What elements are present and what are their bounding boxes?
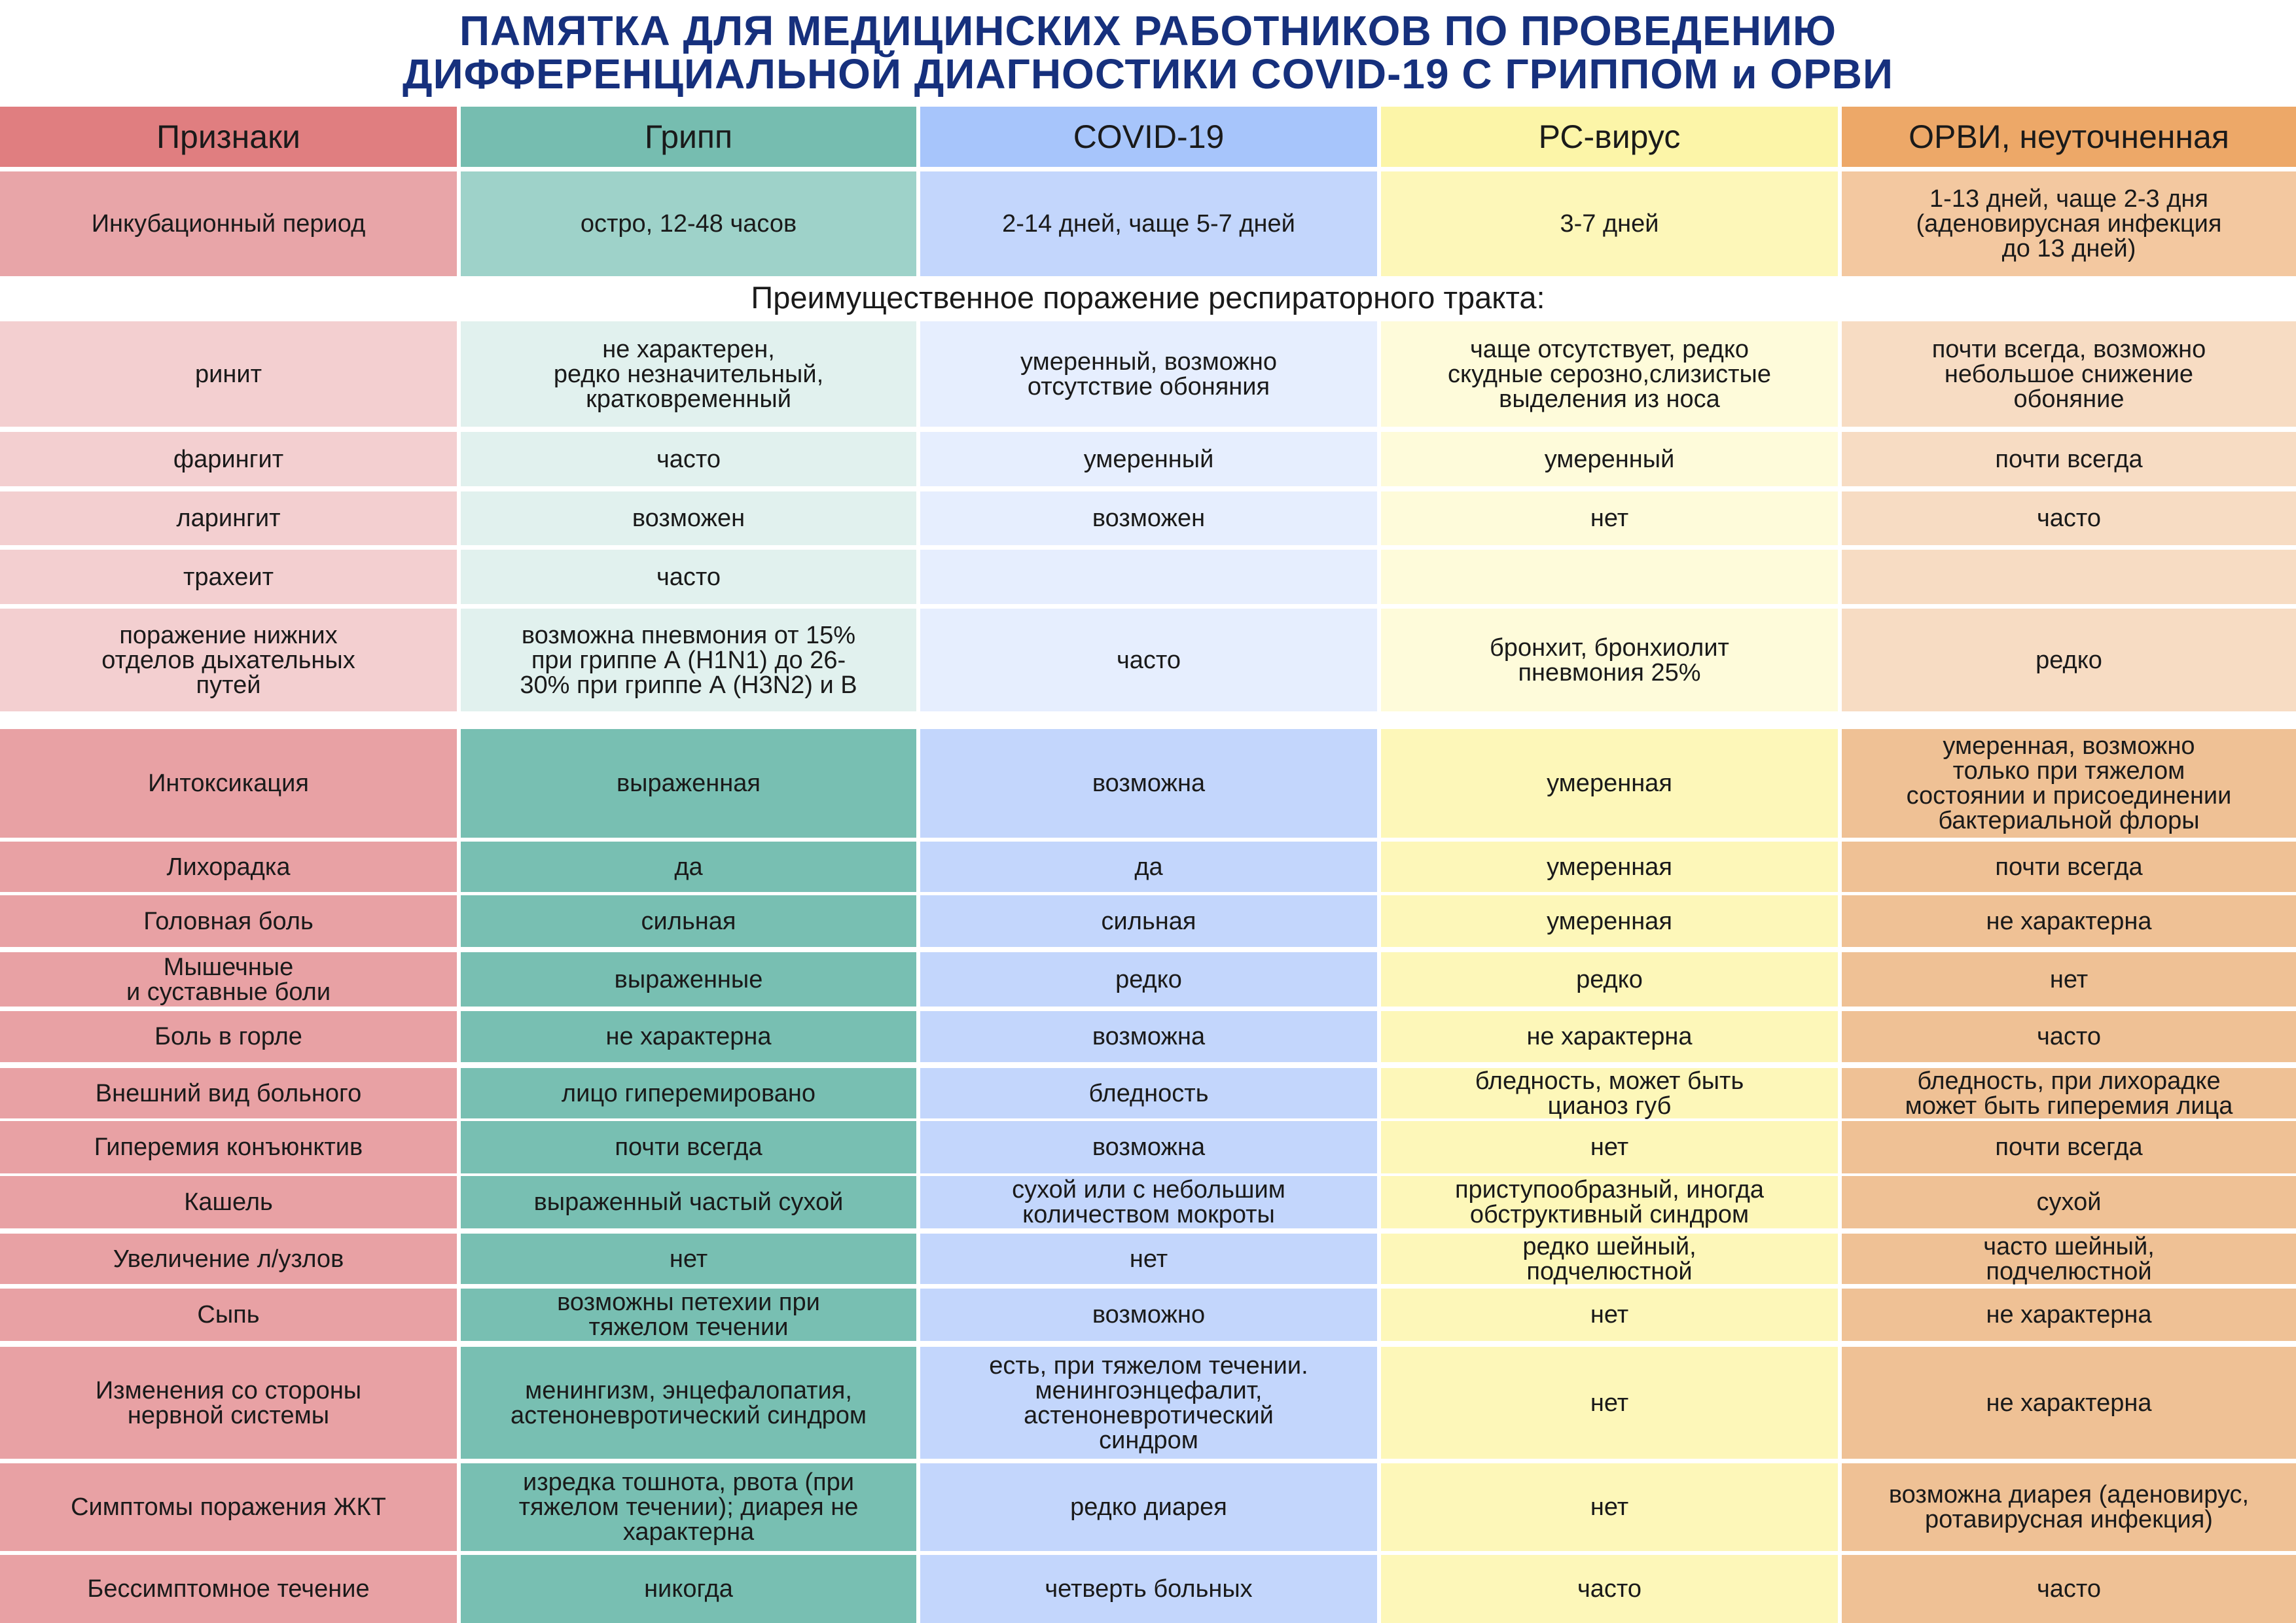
row-label: Головная боль (0, 895, 457, 947)
table-cell: четверть больных (920, 1555, 1377, 1623)
table-cell: бледность, при лихорадке может быть гиперемия лица (1842, 1068, 2296, 1118)
row-label: Сыпь (0, 1289, 457, 1341)
table-cell: умеренная, возможно только при тяжелом состоянии и присоединении бактериальной флоры (1842, 729, 2296, 838)
table-cell: чаще отсутствует, редко скудные серозно,слизистые выделения из носа (1381, 321, 1838, 427)
table-cell: возможна пневмония от 15% при гриппе А (H1N1) до 26- 30% при гриппе А (H3N2) и В (461, 609, 916, 711)
table-cell: возможны петехии при тяжелом течении (461, 1289, 916, 1341)
header-cell-2: COVID-19 (920, 107, 1377, 167)
table-cell: возможна (920, 1121, 1377, 1173)
header-cell-4: ОРВИ, неуточненная (1842, 107, 2296, 167)
table-cell: нет (1842, 952, 2296, 1007)
table-cell: возможен (461, 491, 916, 545)
row-label: Изменения со стороны нервной системы (0, 1347, 457, 1459)
table-cell: не характерна (1842, 1289, 2296, 1341)
header-cell-signs: Признаки (0, 107, 457, 167)
table-cell: бледность, может быть цианоз губ (1381, 1068, 1838, 1118)
table-cell: никогда (461, 1555, 916, 1623)
table-cell: возможно (920, 1289, 1377, 1341)
table-cell: нет (1381, 491, 1838, 545)
table-cell: возможен (920, 491, 1377, 545)
table-cell: лицо гиперемировано (461, 1068, 916, 1118)
table-cell: редко (920, 952, 1377, 1007)
table-cell: умеренная (1381, 895, 1838, 947)
table-cell: да (920, 842, 1377, 892)
row-label: Инкубационный период (0, 171, 457, 276)
table-cell (1381, 550, 1838, 604)
table-cell: выраженный частый сухой (461, 1176, 916, 1228)
table-cell: умеренный, возможно отсутствие обоняния (920, 321, 1377, 427)
row-label: Боль в горле (0, 1011, 457, 1062)
row-label: Внешний вид больного (0, 1068, 457, 1118)
table-cell: часто шейный, подчелюстной (1842, 1234, 2296, 1284)
table-cell: нет (1381, 1121, 1838, 1173)
table-cell: не характерна (1842, 895, 2296, 947)
table-cell: редко (1381, 952, 1838, 1007)
table-cell: часто (461, 432, 916, 486)
table-cell: умеренный (920, 432, 1377, 486)
title-line-2: ДИФФЕРЕНЦИАЛЬНОЙ ДИАГНОСТИКИ COVID-19 С ГРИППОМ и ОРВИ (403, 50, 1893, 98)
table-cell: сильная (461, 895, 916, 947)
table-cell: приступообразный, иногда обструктивный синдром (1381, 1176, 1838, 1228)
table-cell: редко (1842, 609, 2296, 711)
row-label: трахеит (0, 550, 457, 604)
table-cell: выраженные (461, 952, 916, 1007)
table-cell: не характерна (1842, 1347, 2296, 1459)
table-cell: 3-7 дней (1381, 171, 1838, 276)
row-label: Гиперемия конъюнктив (0, 1121, 457, 1173)
table-cell: редко диарея (920, 1463, 1377, 1551)
row-label: Лихорадка (0, 842, 457, 892)
table-cell: часто (1842, 1011, 2296, 1062)
row-label: Симптомы поражения ЖКТ (0, 1463, 457, 1551)
table-cell: почти всегда (461, 1121, 916, 1173)
table-cell: возможна (920, 729, 1377, 838)
table-cell: часто (1842, 491, 2296, 545)
table-cell: возможна (920, 1011, 1377, 1062)
table-cell: остро, 12-48 часов (461, 171, 916, 276)
table-cell: не характерна (461, 1011, 916, 1062)
row-label: Увеличение л/узлов (0, 1234, 457, 1284)
row-label: фарингит (0, 432, 457, 486)
table-cell (920, 550, 1377, 604)
row-label: Интоксикация (0, 729, 457, 838)
table-cell: нет (461, 1234, 916, 1284)
table-cell: нет (1381, 1289, 1838, 1341)
row-label: Бессимптомное течение (0, 1555, 457, 1623)
row-label: ларингит (0, 491, 457, 545)
table-cell: 2-14 дней, чаще 5-7 дней (920, 171, 1377, 276)
table-cell: нет (920, 1234, 1377, 1284)
table-cell: почти всегда (1842, 1121, 2296, 1173)
table-cell (1842, 550, 2296, 604)
table-cell: не характерен, редко незначительный, кратковременный (461, 321, 916, 427)
table-cell: умеренная (1381, 842, 1838, 892)
table-cell: бронхит, бронхиолит пневмония 25% (1381, 609, 1838, 711)
table-cell: сухой или с небольшим количеством мокроты (920, 1176, 1377, 1228)
table-cell: почти всегда, возможно небольшое снижение обоняние (1842, 321, 2296, 427)
table-cell: почти всегда (1842, 432, 2296, 486)
table-cell: часто (920, 609, 1377, 711)
table-cell: не характерна (1381, 1011, 1838, 1062)
table-cell: часто (1381, 1555, 1838, 1623)
table-cell: сухой (1842, 1176, 2296, 1228)
table-cell: выраженная (461, 729, 916, 838)
table-cell: почти всегда (1842, 842, 2296, 892)
header-cell-1: Грипп (461, 107, 916, 167)
row-label: поражение нижних отделов дыхательных путей (0, 609, 457, 711)
table-cell: изредка тошнота, рвота (при тяжелом течении); диарея не характерна (461, 1463, 916, 1551)
table-cell: 1-13 дней, чаще 2-3 дня (аденовирусная инфекция до 13 дней) (1842, 171, 2296, 276)
header-cell-3: РС-вирус (1381, 107, 1838, 167)
table-cell: умеренная (1381, 729, 1838, 838)
respiratory-section-title: Преимущественное поражение респираторного тракта: (751, 280, 1545, 315)
row-label: Кашель (0, 1176, 457, 1228)
table-cell: редко шейный, подчелюстной (1381, 1234, 1838, 1284)
table-cell: да (461, 842, 916, 892)
table-cell: часто (461, 550, 916, 604)
table-cell: возможна диарея (аденовирус, ротавирусная инфекция) (1842, 1463, 2296, 1551)
table-cell: сильная (920, 895, 1377, 947)
row-label: ринит (0, 321, 457, 427)
table-cell: нет (1381, 1463, 1838, 1551)
table-cell: умеренный (1381, 432, 1838, 486)
table-cell: часто (1842, 1555, 2296, 1623)
table-cell: есть, при тяжелом течении. менингоэнцефалит, астеноневротический синдром (920, 1347, 1377, 1459)
title-line-1: ПАМЯТКА ДЛЯ МЕДИЦИНСКИХ РАБОТНИКОВ ПО ПРОВЕДЕНИЮ (459, 7, 1837, 54)
table-cell: нет (1381, 1347, 1838, 1459)
table-cell: бледность (920, 1068, 1377, 1118)
row-label: Мышечные и суставные боли (0, 952, 457, 1007)
table-cell: менингизм, энцефалопатия, астеноневротический синдром (461, 1347, 916, 1459)
